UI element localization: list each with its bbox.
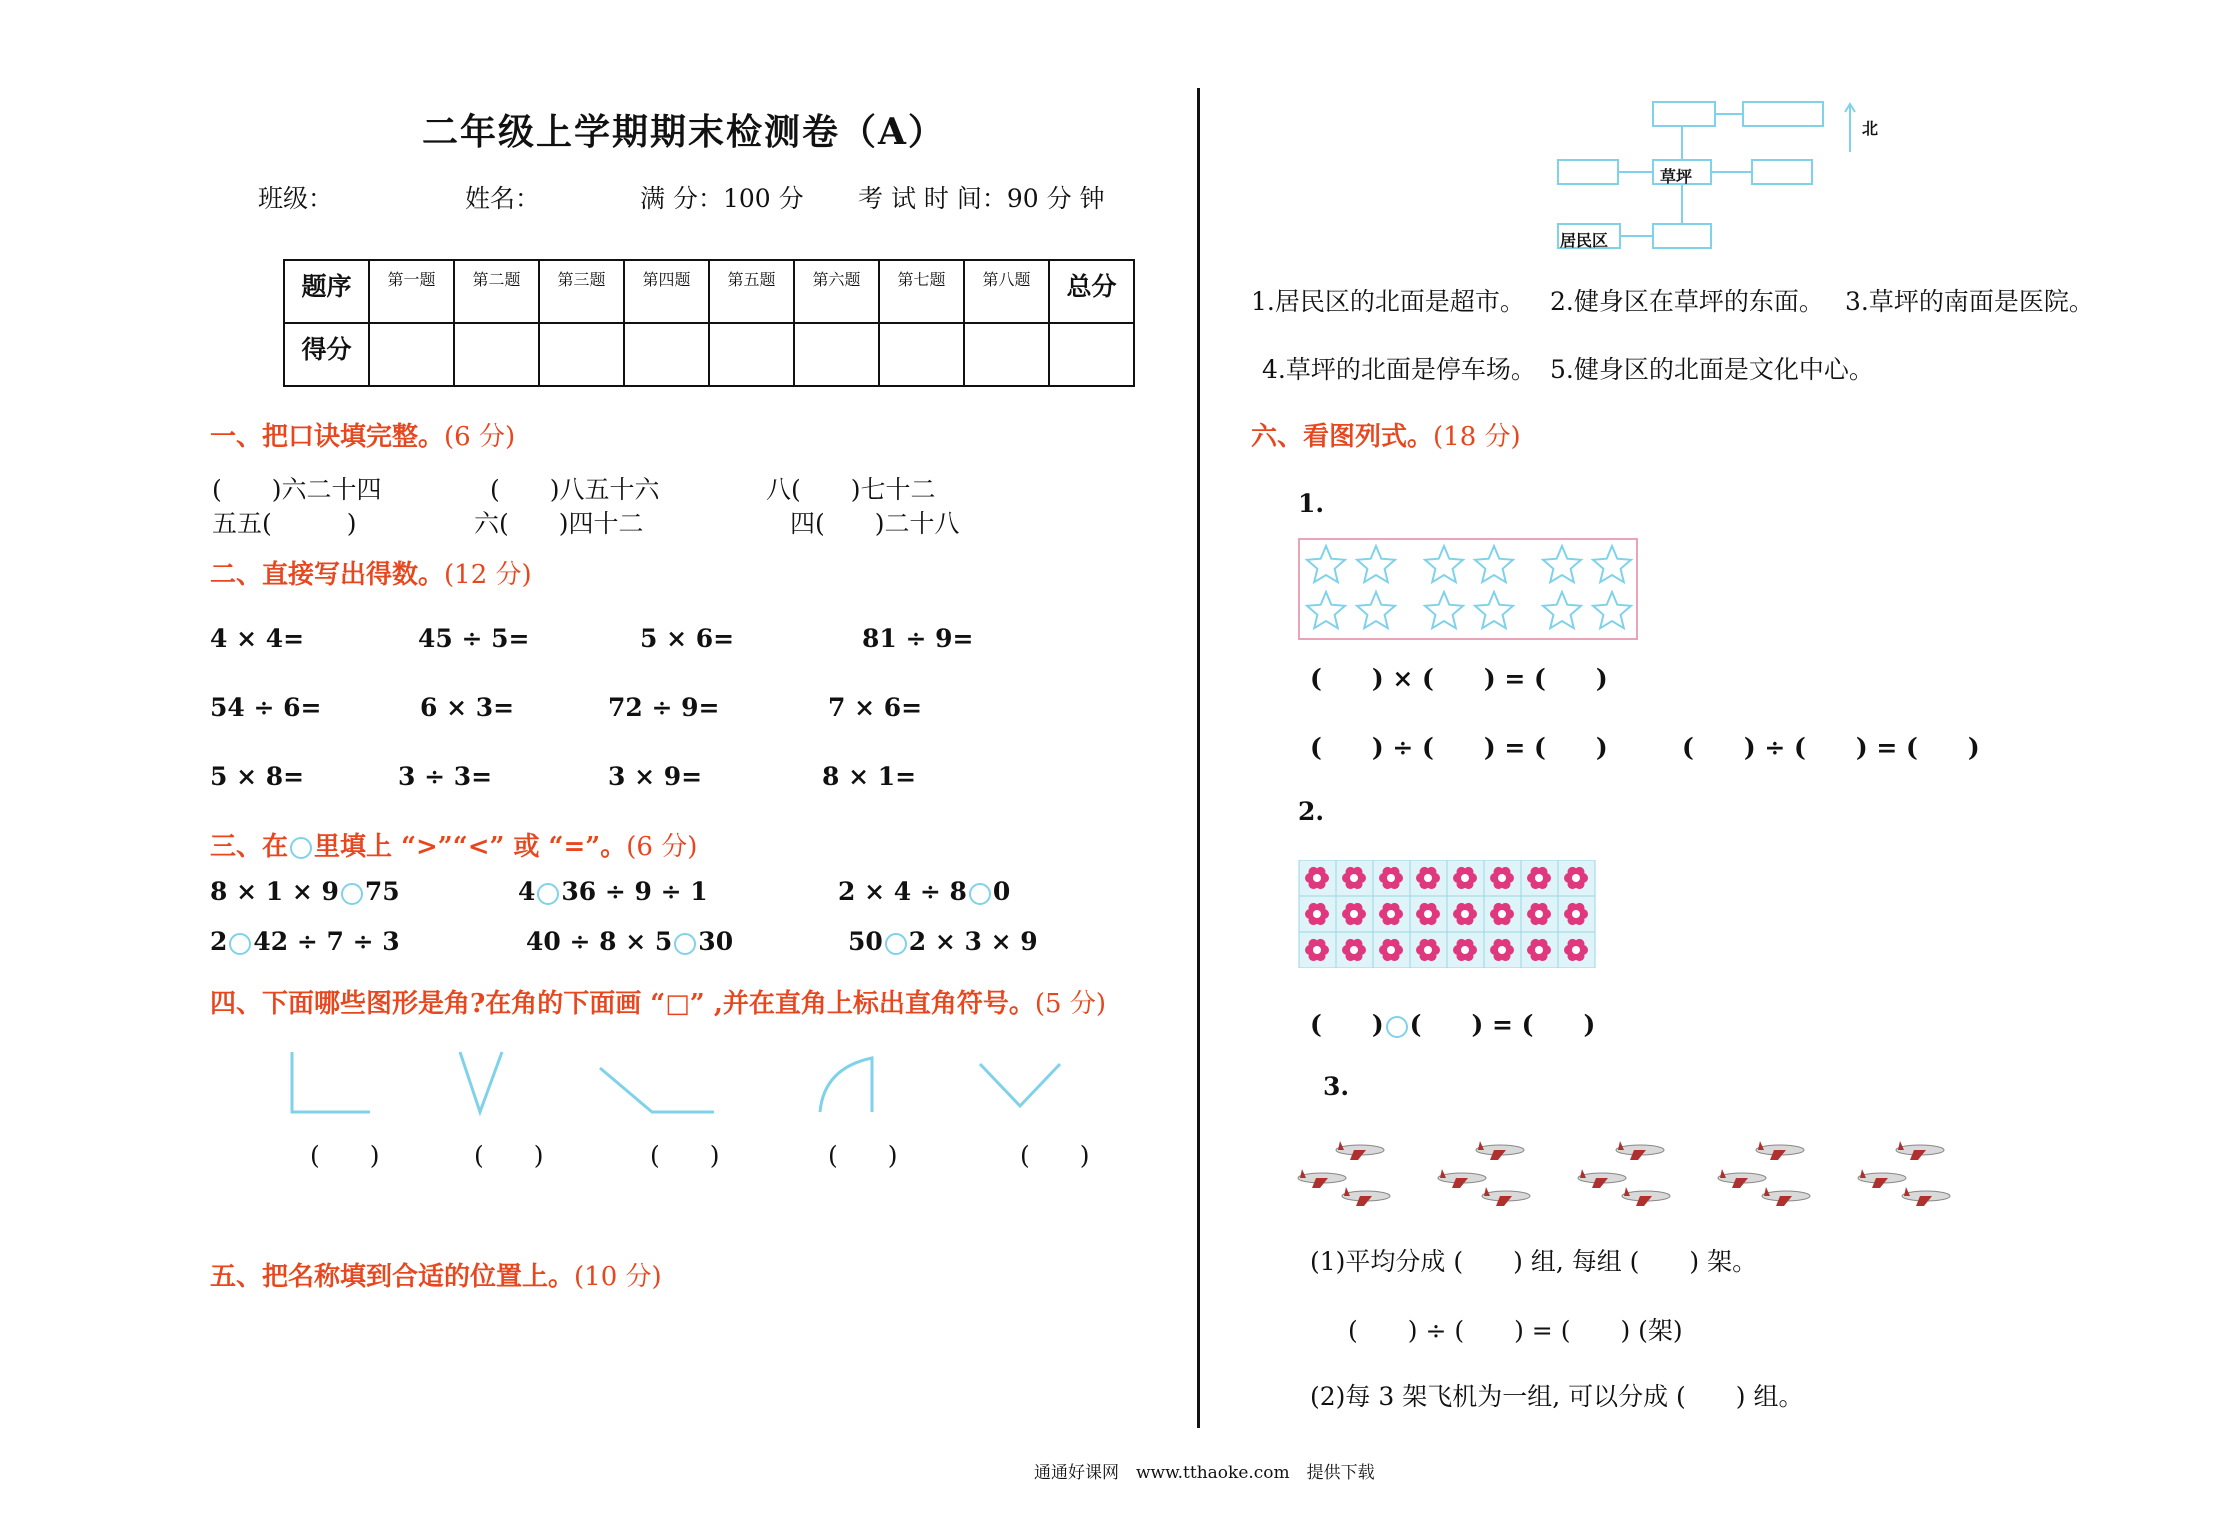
compare-item bbox=[210, 927, 400, 956]
map-label-north: 北 bbox=[1862, 119, 1879, 138]
operator-circle[interactable] bbox=[1386, 1016, 1408, 1038]
sec1-item: 六( )四十二 bbox=[474, 509, 644, 538]
compare-circle[interactable] bbox=[674, 933, 696, 955]
score-total-label: 总分 bbox=[1049, 260, 1134, 323]
class-label: 班级： bbox=[258, 184, 334, 213]
compare-circle[interactable] bbox=[969, 883, 991, 905]
score-cell[interactable] bbox=[1049, 323, 1134, 386]
section-1-title bbox=[210, 416, 515, 453]
question-2-label: 2. bbox=[1298, 797, 1325, 826]
compare-item bbox=[526, 927, 733, 956]
airplane-icon bbox=[1342, 1187, 1390, 1206]
score-cell[interactable] bbox=[539, 323, 624, 386]
question-3-label: 3. bbox=[1323, 1072, 1350, 1101]
calc-item: 45 ÷ 5= bbox=[418, 624, 530, 653]
compare-item bbox=[210, 877, 400, 906]
map-box-south bbox=[1653, 224, 1711, 248]
airplanes-figure bbox=[1296, 1134, 1996, 1214]
q1-equation-divide-2[interactable]: ( ) ÷ ( ) = ( ) bbox=[1682, 733, 1980, 762]
star-icon bbox=[1307, 546, 1345, 582]
airplane-icon bbox=[1336, 1141, 1384, 1160]
q1-equation-multiply[interactable]: ( ) × ( ) = ( ) bbox=[1310, 664, 1608, 693]
map-label-center: 草坪 bbox=[1660, 167, 1693, 186]
angle-answer-blank[interactable]: ( ) bbox=[650, 1141, 720, 1170]
sec1-item: 八( )七十二 bbox=[766, 475, 936, 504]
angle-answer-blank[interactable]: ( ) bbox=[474, 1141, 544, 1170]
airplane-icon bbox=[1756, 1141, 1804, 1160]
score-col-5: 第五题 bbox=[709, 260, 794, 323]
q3-part-1: (1)平均分成 ( ) 组, 每组 ( ) 架。 bbox=[1310, 1247, 1758, 1276]
map-box-west bbox=[1558, 160, 1618, 184]
q3-part-2: (2)每 3 架飞机为一组, 可以分成 ( ) 组。 bbox=[1310, 1382, 1804, 1411]
score-col-1: 第一题 bbox=[369, 260, 454, 323]
map-clue: 1.居民区的北面是超市。 bbox=[1251, 287, 1525, 316]
footer-credit: 通通好课网 www.tthaoke.com 提供下载 bbox=[1034, 1463, 1375, 1483]
angle-answer-blank[interactable]: ( ) bbox=[310, 1141, 380, 1170]
q2-blank-b[interactable]: ( ) = ( ) bbox=[1409, 1010, 1596, 1039]
map-label-residential: 居民区 bbox=[1560, 231, 1609, 250]
section-2-points: (12 分) bbox=[444, 560, 532, 590]
compare-circle[interactable] bbox=[341, 883, 363, 905]
airplane-icon bbox=[1298, 1169, 1346, 1188]
calc-item: 6 × 3= bbox=[420, 693, 515, 722]
section-2-title-text: 二、直接写出得数。 bbox=[210, 560, 445, 590]
airplane-icon bbox=[1578, 1169, 1626, 1188]
map-clue: 3.草坪的南面是医院。 bbox=[1845, 287, 2094, 316]
airplane-icon bbox=[1858, 1169, 1906, 1188]
map-clue: 2.健身区在草坪的东面。 bbox=[1550, 287, 1824, 316]
map-clue: 5.健身区的北面是文化中心。 bbox=[1550, 355, 1874, 384]
compare-item bbox=[838, 877, 1010, 906]
score-cell[interactable] bbox=[964, 323, 1049, 386]
score-col-3: 第三题 bbox=[539, 260, 624, 323]
open-angle-shape bbox=[980, 1064, 1060, 1106]
exam-time: 考 试 时 间：90 分 钟 bbox=[858, 184, 1105, 213]
star-icon bbox=[1307, 592, 1345, 628]
calc-item: 7 × 6= bbox=[828, 693, 923, 722]
airplane-icon bbox=[1902, 1187, 1950, 1206]
score-col-8: 第八题 bbox=[964, 260, 1049, 323]
section-3-title-b: 里填上 “>”“<” 或 “=”。 bbox=[314, 832, 627, 862]
calc-item: 8 × 1= bbox=[822, 762, 917, 791]
section-3-points: (6 分) bbox=[626, 832, 698, 862]
section-5-points: (10 分) bbox=[574, 1262, 662, 1292]
airplane-icon bbox=[1622, 1187, 1670, 1206]
compare-right: 0 bbox=[992, 877, 1011, 906]
q2-equation bbox=[1310, 1005, 1595, 1041]
map-clue: 4.草坪的北面是停车场。 bbox=[1262, 355, 1536, 384]
sec1-item: 四( )二十八 bbox=[790, 509, 960, 538]
angle-answer-blank[interactable]: ( ) bbox=[828, 1141, 898, 1170]
compare-circle[interactable] bbox=[229, 933, 251, 955]
name-label: 姓名： bbox=[465, 184, 541, 213]
compare-right: 36 ÷ 9 ÷ 1 bbox=[561, 877, 708, 906]
section-6-title bbox=[1251, 416, 1521, 453]
airplane-icon bbox=[1476, 1141, 1524, 1160]
calc-item: 4 × 4= bbox=[210, 624, 305, 653]
score-table bbox=[283, 259, 1135, 387]
score-table-row1-label: 题序 bbox=[284, 260, 369, 323]
sec1-item: 五五( ) bbox=[212, 509, 357, 538]
q3-equation[interactable]: ( ) ÷ ( ) = ( ) (架) bbox=[1348, 1316, 1683, 1345]
sec1-item: ( )八五十六 bbox=[490, 475, 660, 504]
full-score: 满 分：100 分 bbox=[640, 184, 804, 213]
arc-shape bbox=[820, 1058, 872, 1112]
score-col-6: 第六题 bbox=[794, 260, 879, 323]
page-divider bbox=[1197, 88, 1200, 1428]
angle-answer-blank[interactable]: ( ) bbox=[1020, 1141, 1090, 1170]
score-cell[interactable] bbox=[369, 323, 454, 386]
star-icon bbox=[1543, 546, 1581, 582]
star-icon bbox=[1357, 546, 1395, 582]
section-5-title bbox=[210, 1256, 662, 1293]
score-cell[interactable] bbox=[624, 323, 709, 386]
page-title: 二年级上学期期末检测卷（A） bbox=[422, 111, 946, 153]
map-box-east bbox=[1752, 160, 1812, 184]
airplane-icon bbox=[1438, 1169, 1486, 1188]
star-icon bbox=[1425, 546, 1463, 582]
compare-item bbox=[518, 877, 708, 906]
section-1-points: (6 分) bbox=[444, 422, 516, 452]
star-icon bbox=[1357, 592, 1395, 628]
airplane-icon bbox=[1482, 1187, 1530, 1206]
flowers-figure bbox=[1298, 860, 1604, 968]
calc-item: 72 ÷ 9= bbox=[608, 693, 720, 722]
map-box-north-left bbox=[1653, 102, 1715, 126]
question-1-label: 1. bbox=[1298, 489, 1325, 518]
q2-blank-a[interactable]: ( ) bbox=[1310, 1010, 1384, 1039]
section-5-title-text: 五、把名称填到合适的位置上。 bbox=[210, 1262, 575, 1292]
compare-circle[interactable] bbox=[885, 933, 907, 955]
section-1-title-text: 一、把口诀填完整。 bbox=[210, 422, 445, 452]
star-icon bbox=[1593, 592, 1631, 628]
calc-item: 3 ÷ 3= bbox=[398, 762, 493, 791]
compare-left: 8 × 1 × 9 bbox=[210, 877, 339, 906]
right-angle-shape bbox=[292, 1052, 370, 1112]
angle-figures bbox=[280, 1040, 1080, 1120]
score-cell[interactable] bbox=[454, 323, 539, 386]
star-icon bbox=[1593, 546, 1631, 582]
star-icon bbox=[1475, 592, 1513, 628]
section-2-title bbox=[210, 554, 532, 591]
score-col-4: 第四题 bbox=[624, 260, 709, 323]
airplane-icon bbox=[1718, 1169, 1766, 1188]
compare-left: 40 ÷ 8 × 5 bbox=[526, 927, 673, 956]
calc-item: 5 × 8= bbox=[210, 762, 305, 791]
star-icon bbox=[1475, 546, 1513, 582]
section-4-title-text: 四、下面哪些图形是角?在角的下面画 “□” ,并在直角上标出直角符号。 bbox=[210, 989, 1035, 1019]
sec1-item: ( )六二十四 bbox=[212, 475, 382, 504]
compare-left: 2 × 4 ÷ 8 bbox=[838, 877, 967, 906]
score-col-7: 第七题 bbox=[879, 260, 964, 323]
calc-item: 54 ÷ 6= bbox=[210, 693, 322, 722]
compare-left: 4 bbox=[518, 877, 536, 906]
section-6-title-text: 六、看图列式。 bbox=[1251, 422, 1434, 452]
star-icon bbox=[1425, 592, 1463, 628]
q1-equation-divide-1[interactable]: ( ) ÷ ( ) = ( ) bbox=[1310, 733, 1608, 762]
compare-left: 2 bbox=[210, 927, 228, 956]
airplane-icon bbox=[1896, 1141, 1944, 1160]
obtuse-angle-shape bbox=[600, 1068, 714, 1112]
score-col-2: 第二题 bbox=[454, 260, 539, 323]
section-3-title-a: 三、在 bbox=[210, 832, 289, 862]
score-table-row2-label: 得分 bbox=[284, 323, 369, 386]
airplane-icon bbox=[1762, 1187, 1810, 1206]
compare-left: 50 bbox=[848, 927, 883, 956]
section-4-title bbox=[210, 983, 1106, 1020]
compare-right: 30 bbox=[698, 927, 734, 956]
calc-item: 3 × 9= bbox=[608, 762, 703, 791]
acute-angle-shape bbox=[460, 1052, 502, 1112]
map-box-north-right bbox=[1743, 102, 1823, 126]
compare-circle[interactable] bbox=[537, 883, 559, 905]
circle-icon bbox=[290, 837, 312, 859]
compare-right: 2 × 3 × 9 bbox=[908, 927, 1038, 956]
airplane-icon bbox=[1616, 1141, 1664, 1160]
score-cell[interactable] bbox=[794, 323, 879, 386]
section-4-points: (5 分) bbox=[1034, 989, 1106, 1019]
calc-item: 5 × 6= bbox=[640, 624, 735, 653]
compare-item bbox=[848, 927, 1038, 956]
compare-right: 42 ÷ 7 ÷ 3 bbox=[253, 927, 400, 956]
score-cell[interactable] bbox=[879, 323, 964, 386]
calc-item: 81 ÷ 9= bbox=[862, 624, 974, 653]
compare-right: 75 bbox=[364, 877, 400, 906]
section-3-title bbox=[210, 826, 697, 863]
star-icon bbox=[1543, 592, 1581, 628]
score-cell[interactable] bbox=[709, 323, 794, 386]
stars-figure bbox=[1298, 538, 1638, 640]
section-6-points: (18 分) bbox=[1433, 422, 1521, 452]
